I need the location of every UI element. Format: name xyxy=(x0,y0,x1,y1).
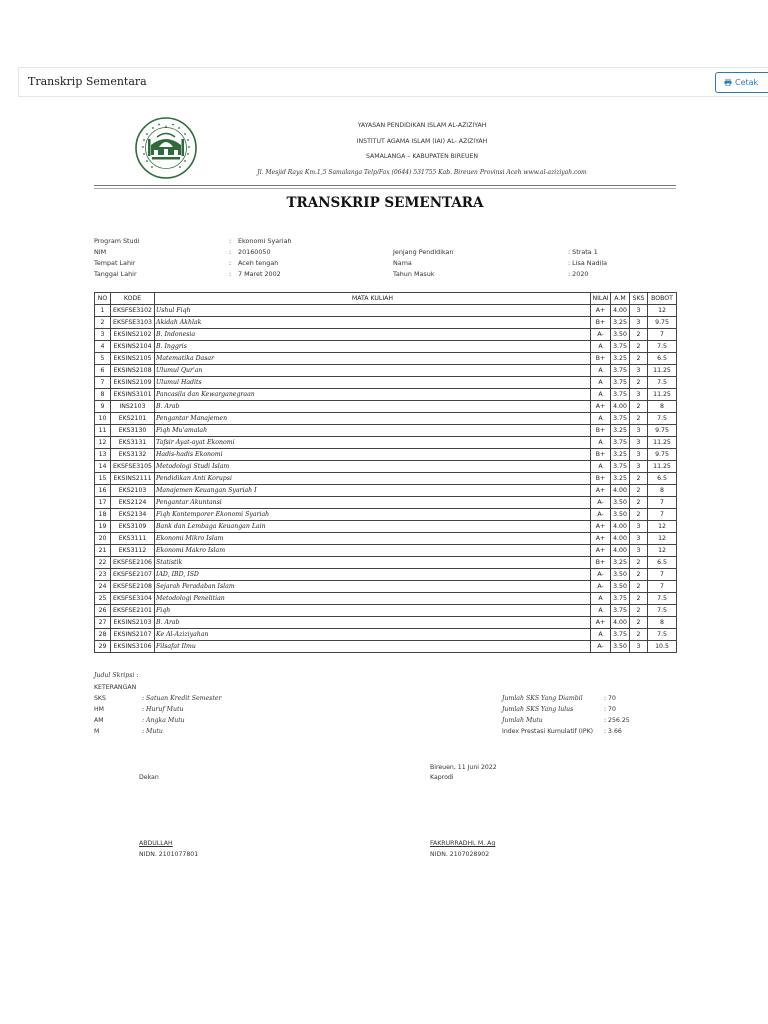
table-row xyxy=(95,545,677,557)
grade-letter: A xyxy=(591,605,611,617)
grade-point: 3.50 xyxy=(611,569,630,581)
course-name: B. Indonesia xyxy=(155,329,591,341)
row-number: 29 xyxy=(95,641,111,653)
row-number: 15 xyxy=(95,473,111,485)
legend-value: : Satuan Kredit Semester xyxy=(142,695,222,702)
summary-label: Jumlah Mutu xyxy=(502,717,543,724)
grade-point: 3.50 xyxy=(611,509,630,521)
weight: 7.5 xyxy=(648,341,677,353)
institute-name: INSTITUT AGAMA ISLAM (IAI) AL- AZIZIYAH xyxy=(356,137,488,145)
grade-letter: A- xyxy=(591,581,611,593)
grade-letter: B+ xyxy=(591,317,611,329)
credits: 2 xyxy=(630,509,648,521)
credits: 2 xyxy=(630,341,648,353)
row-number: 21 xyxy=(95,545,111,557)
course-code: EKSINS2111 xyxy=(111,473,155,485)
course-code: EKSINS2105 xyxy=(111,353,155,365)
course-name: Statistik xyxy=(155,557,591,569)
row-number: 7 xyxy=(95,377,111,389)
weight: 7.5 xyxy=(648,377,677,389)
course-code: EKSINS2103 xyxy=(111,617,155,629)
birthplace-label: Tempat Lahir xyxy=(94,259,136,267)
dean-name: ABDULLAH xyxy=(139,840,173,847)
weight: 12 xyxy=(648,545,677,557)
grade-letter: A+ xyxy=(591,521,611,533)
course-code: EKSINS2104 xyxy=(111,341,155,353)
grade-letter: A xyxy=(591,461,611,473)
column-header: NO xyxy=(95,293,111,305)
course-name: Ekonomi Mikro Islam xyxy=(155,533,591,545)
grade-letter: A- xyxy=(591,569,611,581)
thesis-title-label: Judul Skripsi : xyxy=(94,672,139,679)
course-name: Tafsir Ayat-ayat Ekonomi xyxy=(155,437,591,449)
info-colon: : xyxy=(229,259,232,267)
table-row xyxy=(95,569,677,581)
table-row xyxy=(95,425,677,437)
weight: 11.25 xyxy=(648,461,677,473)
print-label: Cetak xyxy=(735,78,759,87)
table-row xyxy=(95,389,677,401)
row-number: 3 xyxy=(95,329,111,341)
credits: 3 xyxy=(630,437,648,449)
credits: 3 xyxy=(630,425,648,437)
credits: 2 xyxy=(630,413,648,425)
weight: 7 xyxy=(648,497,677,509)
legend-value: : Mutu xyxy=(142,728,163,735)
weight: 11.25 xyxy=(648,389,677,401)
weight: 9.75 xyxy=(648,317,677,329)
table-row xyxy=(95,365,677,377)
credits: 3 xyxy=(630,461,648,473)
grade-letter: A xyxy=(591,341,611,353)
grade-point: 4.00 xyxy=(611,305,630,317)
summary-value: : 3.66 xyxy=(604,728,622,735)
grade-point: 3.75 xyxy=(611,413,630,425)
column-header: NILAI xyxy=(591,293,611,305)
credits: 3 xyxy=(630,449,648,461)
letterhead-rule-thin xyxy=(94,188,676,189)
table-row xyxy=(95,473,677,485)
table-row xyxy=(95,485,677,497)
table-row xyxy=(95,305,677,317)
legend-value: : Angka Mutu xyxy=(142,717,185,724)
credits: 2 xyxy=(630,569,648,581)
summary-label: Index Prestasi Kumulatif (IPK) xyxy=(502,728,594,735)
grade-letter: A xyxy=(591,413,611,425)
table-row xyxy=(95,557,677,569)
course-code: EKSFSE2101 xyxy=(111,605,155,617)
course-code: EKSFSE3102 xyxy=(111,305,155,317)
grade-point: 3.25 xyxy=(611,353,630,365)
name-label: Nama xyxy=(393,259,412,267)
grade-point: 3.50 xyxy=(611,641,630,653)
weight: 7.5 xyxy=(648,593,677,605)
grade-letter: A xyxy=(591,377,611,389)
column-header: SKS xyxy=(630,293,648,305)
row-number: 5 xyxy=(95,353,111,365)
course-code: EKS2101 xyxy=(111,413,155,425)
course-code: INS2103 xyxy=(111,401,155,413)
column-header: MATA KULIAH xyxy=(155,293,591,305)
credits: 3 xyxy=(630,317,648,329)
course-name: Metodologi Studi Islam xyxy=(155,461,591,473)
credits: 2 xyxy=(630,353,648,365)
legend-heading: KETERANGAN xyxy=(94,684,137,691)
table-row xyxy=(95,497,677,509)
grade-letter: A xyxy=(591,365,611,377)
year-value: : 2020 xyxy=(568,270,589,278)
course-name: Ulumul Qur'an xyxy=(155,365,591,377)
table-row xyxy=(95,641,677,653)
course-code: EKSFSE2106 xyxy=(111,557,155,569)
grade-letter: A+ xyxy=(591,545,611,557)
row-number: 19 xyxy=(95,521,111,533)
weight: 11.25 xyxy=(648,365,677,377)
grade-point: 3.25 xyxy=(611,473,630,485)
table-row xyxy=(95,377,677,389)
course-name: Pendidikan Anti Korupsi xyxy=(155,473,591,485)
weight: 6.5 xyxy=(648,557,677,569)
grade-letter: A- xyxy=(591,509,611,521)
grade-point: 4.00 xyxy=(611,545,630,557)
row-number: 13 xyxy=(95,449,111,461)
weight: 7 xyxy=(648,581,677,593)
table-row xyxy=(95,341,677,353)
course-name: Fiqh xyxy=(155,605,591,617)
grade-letter: A- xyxy=(591,329,611,341)
page-header-bar xyxy=(18,67,768,97)
table-row xyxy=(95,329,677,341)
course-code: EKSINS2109 xyxy=(111,377,155,389)
printer-icon xyxy=(724,79,732,86)
column-header: KODE xyxy=(111,293,155,305)
course-name: Akidah Akhlak xyxy=(155,317,591,329)
table-row xyxy=(95,461,677,473)
table-row xyxy=(95,413,677,425)
course-name: Pancasila dan Kewarganegraan xyxy=(155,389,591,401)
course-code: EKS2103 xyxy=(111,485,155,497)
course-code: EKSINS2108 xyxy=(111,365,155,377)
grade-point: 3.50 xyxy=(611,497,630,509)
birthplace-value: Aceh tengah xyxy=(238,259,279,267)
weight: 8 xyxy=(648,617,677,629)
grade-point: 3.50 xyxy=(611,581,630,593)
grade-point: 4.00 xyxy=(611,401,630,413)
course-name: Fiqh Mu'amalah xyxy=(155,425,591,437)
grade-point: 3.50 xyxy=(611,329,630,341)
row-number: 9 xyxy=(95,401,111,413)
course-name: Hadis-hadis Ekonomi xyxy=(155,449,591,461)
weight: 10.5 xyxy=(648,641,677,653)
course-code: EKSFSE2108 xyxy=(111,581,155,593)
name-value: : Lisa Nadila xyxy=(568,259,608,267)
weight: 9.75 xyxy=(648,449,677,461)
course-code: EKSFSE3104 xyxy=(111,593,155,605)
grade-letter: A+ xyxy=(591,401,611,413)
row-number: 4 xyxy=(95,341,111,353)
program-value: Ekonomi Syariah xyxy=(238,237,292,245)
row-number: 12 xyxy=(95,437,111,449)
level-label: Jenjang Pendidikan xyxy=(393,248,454,256)
course-code: EKSFSE2107 xyxy=(111,569,155,581)
course-name: Ke Al-Aziziyahan xyxy=(155,629,591,641)
course-name: Filsafat Ilmu xyxy=(155,641,591,653)
grade-point: 3.75 xyxy=(611,605,630,617)
weight: 12 xyxy=(648,533,677,545)
course-code: EKS3111 xyxy=(111,533,155,545)
course-code: EKS3131 xyxy=(111,437,155,449)
credits: 3 xyxy=(630,641,648,653)
legend-value: : Huruf Mutu xyxy=(142,706,184,713)
grade-point: 4.00 xyxy=(611,617,630,629)
institution-logo xyxy=(135,117,197,179)
weight: 6.5 xyxy=(648,353,677,365)
table-row xyxy=(95,449,677,461)
row-number: 11 xyxy=(95,425,111,437)
course-name: B. Arab xyxy=(155,617,591,629)
summary-value: : 70 xyxy=(604,706,616,713)
info-colon: : xyxy=(229,237,232,245)
head-of-program-title: Kaprodi xyxy=(430,774,454,781)
row-number: 1 xyxy=(95,305,111,317)
info-colon: : xyxy=(229,248,232,256)
credits: 2 xyxy=(630,401,648,413)
credits: 3 xyxy=(630,545,648,557)
grade-letter: A+ xyxy=(591,533,611,545)
weight: 11.25 xyxy=(648,437,677,449)
course-code: EKSINS2102 xyxy=(111,329,155,341)
grade-letter: B+ xyxy=(591,557,611,569)
nim-value: 20160050 xyxy=(238,248,271,256)
grade-point: 3.75 xyxy=(611,377,630,389)
course-code: EKSINS2107 xyxy=(111,629,155,641)
table-row xyxy=(95,353,677,365)
letterhead-rule xyxy=(94,185,676,186)
grade-letter: A xyxy=(591,389,611,401)
credits: 2 xyxy=(630,497,648,509)
course-name: Sejarah Peradaban Islam xyxy=(155,581,591,593)
course-code: EKSFSE3105 xyxy=(111,461,155,473)
row-number: 14 xyxy=(95,461,111,473)
weight: 7 xyxy=(648,329,677,341)
weight: 12 xyxy=(648,305,677,317)
credits: 2 xyxy=(630,593,648,605)
course-name: Ekonomi Makro Islam xyxy=(155,545,591,557)
info-colon: : xyxy=(229,270,232,278)
course-name: B. Arab xyxy=(155,401,591,413)
weight: 8 xyxy=(648,485,677,497)
credits: 2 xyxy=(630,377,648,389)
row-number: 22 xyxy=(95,557,111,569)
grade-point: 3.75 xyxy=(611,461,630,473)
course-code: EKS3132 xyxy=(111,449,155,461)
summary-value: : 256.25 xyxy=(604,717,630,724)
row-number: 26 xyxy=(95,605,111,617)
course-name: B. Inggris xyxy=(155,341,591,353)
course-name: Ushul Fiqh xyxy=(155,305,591,317)
institute-location: SAMALANGA – KABUPATEN BIREUEN xyxy=(365,153,479,160)
grade-letter: A+ xyxy=(591,305,611,317)
grade-point: 3.75 xyxy=(611,389,630,401)
course-name: Bank dan Lembaga Keuangan Lain xyxy=(155,521,591,533)
institute-address: Jl. Mesjid Raya Km.1,5 Samalanga Telp/Fax (0644) 531755 Kab. Bireuen Provinsi Aceh www.al-aziziyah.com xyxy=(257,168,587,176)
course-name: Pengantar Manajemen xyxy=(155,413,591,425)
weight: 6.5 xyxy=(648,473,677,485)
year-label: Tahun Masuk xyxy=(393,270,435,278)
letterhead xyxy=(200,118,644,180)
summary-label: Jumlah SKS Yang lulus xyxy=(502,706,574,713)
row-number: 16 xyxy=(95,485,111,497)
legend-key: AM xyxy=(94,717,104,724)
grade-point: 3.75 xyxy=(611,593,630,605)
head-of-program-nidn: NIDN. 2107028902 xyxy=(430,851,490,858)
table-row xyxy=(95,317,677,329)
course-name: IAD, IBD, ISD xyxy=(155,569,591,581)
row-number: 20 xyxy=(95,533,111,545)
grade-letter: A xyxy=(591,593,611,605)
course-code: EKSFSE3103 xyxy=(111,317,155,329)
course-code: EKSINS3101 xyxy=(111,389,155,401)
column-header: BOBOT xyxy=(648,293,677,305)
weight: 8 xyxy=(648,401,677,413)
grade-letter: A- xyxy=(591,641,611,653)
summary-value: : 70 xyxy=(604,695,616,702)
grade-letter: A+ xyxy=(591,485,611,497)
credits: 2 xyxy=(630,581,648,593)
dean-title: Dekan xyxy=(139,774,159,781)
credits: 3 xyxy=(630,533,648,545)
row-number: 28 xyxy=(95,629,111,641)
page-title: Transkrip Sementara xyxy=(28,75,147,88)
column-header: A.M xyxy=(611,293,630,305)
table-row xyxy=(95,509,677,521)
row-number: 17 xyxy=(95,497,111,509)
birthdate-value: 7 Maret 2002 xyxy=(238,270,281,278)
course-code: EKS3109 xyxy=(111,521,155,533)
weight: 7.5 xyxy=(648,605,677,617)
grade-point: 3.25 xyxy=(611,449,630,461)
table-row xyxy=(95,605,677,617)
grade-point: 4.00 xyxy=(611,521,630,533)
weight: 9.75 xyxy=(648,425,677,437)
grade-point: 4.00 xyxy=(611,485,630,497)
credits: 2 xyxy=(630,629,648,641)
credits: 2 xyxy=(630,557,648,569)
course-code: EKS2134 xyxy=(111,509,155,521)
row-number: 8 xyxy=(95,389,111,401)
weight: 7 xyxy=(648,509,677,521)
row-number: 27 xyxy=(95,617,111,629)
row-number: 10 xyxy=(95,413,111,425)
grade-point: 3.75 xyxy=(611,341,630,353)
row-number: 18 xyxy=(95,509,111,521)
table-row xyxy=(95,593,677,605)
table-row xyxy=(95,617,677,629)
credits: 3 xyxy=(630,389,648,401)
weight: 7.5 xyxy=(648,413,677,425)
course-name: Manajemen Keuangan Syariah I xyxy=(155,485,591,497)
place-date: Bireuen, 11 Juni 2022 xyxy=(430,764,497,771)
document-title: TRANSKRIP SEMENTARA xyxy=(286,195,484,211)
grade-point: 3.75 xyxy=(611,365,630,377)
grade-point: 3.25 xyxy=(611,425,630,437)
legend-key: SKS xyxy=(94,695,106,702)
grade-point: 3.75 xyxy=(611,437,630,449)
course-name: Ulumul Hadits xyxy=(155,377,591,389)
course-code: EKSINS3106 xyxy=(111,641,155,653)
grade-letter: B+ xyxy=(591,425,611,437)
row-number: 25 xyxy=(95,593,111,605)
course-code: EKS3112 xyxy=(111,545,155,557)
foundation-name: YAYASAN PENDIDIKAN ISLAM AL-AZIZIYAH xyxy=(357,122,487,129)
course-name: Pengantar Akuntansi xyxy=(155,497,591,509)
weight: 7 xyxy=(648,569,677,581)
row-number: 2 xyxy=(95,317,111,329)
grade-point: 3.75 xyxy=(611,629,630,641)
table-row xyxy=(95,629,677,641)
print-button[interactable] xyxy=(715,72,768,93)
grade-letter: A- xyxy=(591,497,611,509)
credits: 2 xyxy=(630,329,648,341)
course-code: EKS2124 xyxy=(111,497,155,509)
dean-nidn: NIDN. 2101077801 xyxy=(139,851,199,858)
grade-letter: B+ xyxy=(591,473,611,485)
legend-key: HM xyxy=(94,706,104,713)
head-of-program-name: FAKRURRADHI, M. Ag xyxy=(430,840,496,847)
grade-letter: B+ xyxy=(591,353,611,365)
course-name: Matematika Dasar xyxy=(155,353,591,365)
credits: 2 xyxy=(630,473,648,485)
course-code: EKS3130 xyxy=(111,425,155,437)
grade-point: 3.25 xyxy=(611,557,630,569)
credits: 3 xyxy=(630,365,648,377)
grade-point: 4.00 xyxy=(611,533,630,545)
level-value: : Strata 1 xyxy=(568,248,598,256)
weight: 12 xyxy=(648,521,677,533)
grade-letter: B+ xyxy=(591,449,611,461)
credits: 2 xyxy=(630,605,648,617)
table-row xyxy=(95,533,677,545)
grade-point: 3.25 xyxy=(611,317,630,329)
grade-letter: A xyxy=(591,629,611,641)
legend-key: M xyxy=(94,728,100,735)
row-number: 23 xyxy=(95,569,111,581)
table-row xyxy=(95,581,677,593)
table-row xyxy=(95,521,677,533)
grade-letter: A xyxy=(591,437,611,449)
nim-label: NIM xyxy=(94,248,107,256)
weight: 7.5 xyxy=(648,629,677,641)
table-row xyxy=(95,401,677,413)
course-name: Fiqh Kontemporer Ekonomi Syariah xyxy=(155,509,591,521)
credits: 2 xyxy=(630,617,648,629)
credits: 3 xyxy=(630,521,648,533)
grades-table xyxy=(94,292,677,653)
summary-label: Jumlah SKS Yang Diambil xyxy=(502,695,583,702)
table-row xyxy=(95,437,677,449)
row-number: 24 xyxy=(95,581,111,593)
table-header-row xyxy=(95,293,677,305)
credits: 2 xyxy=(630,485,648,497)
course-name: Metodologi Penelitian xyxy=(155,593,591,605)
birthdate-label: Tanggal Lahir xyxy=(94,270,137,278)
program-label: Program Studi xyxy=(94,237,140,245)
grade-letter: A+ xyxy=(591,617,611,629)
row-number: 6 xyxy=(95,365,111,377)
credits: 3 xyxy=(630,305,648,317)
